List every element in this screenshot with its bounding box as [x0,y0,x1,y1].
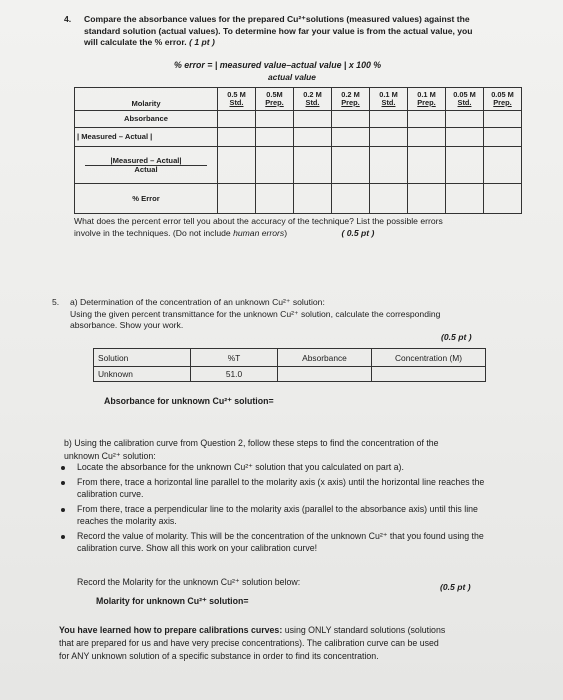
q4-intro-line3-text: will calculate the % error. [84,37,187,47]
ratio-cell[interactable] [408,147,446,184]
ratio-cell[interactable] [256,147,294,184]
list-item: Record the value of molarity. This will be the concentration of the unknown Cu²⁺ that you found using the calibration curve. Show all this work on your calibration curve! [58,530,508,555]
percent-error-formula-denominator: actual value [268,72,316,82]
difference-cell[interactable] [484,128,522,147]
ratio-cell[interactable] [484,147,522,184]
difference-cell[interactable] [370,128,408,147]
table-row [75,111,522,128]
q4-intro [84,14,534,49]
absorbance-unknown-prompt: Absorbance for unknown Cu²⁺ solution= [104,396,274,406]
molarity-unknown-prompt: Molarity for unknown Cu²⁺ solution= [96,596,249,606]
row-label-fraction [75,147,218,184]
percent-error-cell[interactable] [408,184,446,214]
table-row [94,367,486,382]
col-header: 0.5M Prep. [256,88,294,111]
col-header-solution: Solution [94,349,191,367]
list-item: From there, trace a perpendicular line to the molarity axis (parallel to the absorbance axis) until this line reaches the molarity axis. [58,503,508,528]
q4-intro-line3 [84,37,534,49]
absorbance-cell[interactable] [408,111,446,128]
difference-cell[interactable] [256,128,294,147]
absorbance-cell[interactable] [218,111,256,128]
absorbance-answer-cell[interactable] [278,367,372,382]
difference-cell[interactable] [446,128,484,147]
fraction-numerator: |Measured – Actual| [85,157,207,166]
q5-part-a-line2: absorbance. Show your work. [70,320,184,330]
table-row [75,184,522,214]
list-item: Locate the absorbance for the unknown Cu²⁺ solution that you calculated on part a). [58,461,508,474]
q4-points: ( 1 pt ) [189,37,215,47]
col-header-concentration: Concentration (M) [372,349,486,367]
q5-part-b [64,437,439,462]
q4-number: 4. [64,14,72,24]
col-header: 0.2 M Prep. [332,88,370,111]
summary-line3: for ANY unknown solution of a specific substance in order to find its concentration. [59,650,379,661]
col-header: 0.05 M Prep. [484,88,522,111]
col-header: 0.2 M Std. [294,88,332,111]
percent-error-cell[interactable] [446,184,484,214]
bullet-icon [61,508,65,512]
percent-error-cell[interactable] [484,184,522,214]
ratio-cell[interactable] [332,147,370,184]
calibration-summary [59,624,539,662]
record-molarity-line: Record the Molarity for the unknown Cu²⁺ solution below: [77,577,301,587]
q5-part-a-title: a) Determination of the concentration of an unknown Cu²⁺ solution: [70,297,325,307]
table-row [75,128,522,147]
percent-error-cell[interactable] [256,184,294,214]
summary-bold-text: You have learned how to prepare calibrations curves: [59,625,283,635]
row-label-percent-error: % Error [75,184,218,214]
human-errors-text: human errors [233,227,285,238]
ratio-cell[interactable] [370,147,408,184]
summary-line1: You have learned how to prepare calibrations curves: using ONLY standard solutions (solutions [59,625,446,635]
summary-line2: that are prepared for us and have very precise concentrations). The calibration curve can be used [59,637,439,648]
percent-error-cell[interactable] [370,184,408,214]
percent-error-cell[interactable] [332,184,370,214]
difference-cell[interactable] [408,128,446,147]
ratio-cell[interactable] [446,147,484,184]
row-label-absorbance: Absorbance [75,111,218,128]
bullet-icon [61,466,65,470]
ratio-cell[interactable] [218,147,256,184]
q4-followup-line2: involve in the techniques. (Do not include human errors) ( 0.5 pt ) [74,227,375,238]
q5-part-a-points: (0.5 pt ) [441,332,472,342]
difference-cell[interactable] [294,128,332,147]
percent-error-cell[interactable] [218,184,256,214]
ratio-cell[interactable] [294,147,332,184]
percent-t-cell: 51.0 [191,367,278,382]
absorbance-cell[interactable] [332,111,370,128]
q5-part-b-line1: b) Using the calibration curve from Question 2, follow these steps to find the concentration of the [64,438,439,448]
col-header: 0.05 M Std. [446,88,484,111]
solution-name-cell: Unknown [94,367,191,382]
absorbance-cell[interactable] [294,111,332,128]
record-molarity-points: (0.5 pt ) [440,582,471,592]
col-header-absorbance: Absorbance [278,349,372,367]
absorbance-cell[interactable] [484,111,522,128]
col-header: 0.5 M Std. [218,88,256,111]
percent-error-formula: % error = | measured value–actual value | x 100 % [174,60,382,70]
table-row [94,349,486,367]
table-row [75,88,522,111]
bullet-icon [61,481,65,485]
row-label-molarity: Molarity [75,88,218,111]
table-row [75,147,522,184]
q5-part-a [70,297,530,332]
row-label-abs-difference: | Measured – Actual | [75,128,218,147]
q4-followup-question [74,216,443,239]
q5-number: 5. [52,297,60,307]
col-header: 0.1 M Prep. [408,88,446,111]
absorbance-cell[interactable] [256,111,294,128]
list-item: From there, trace a horizontal line parallel to the molarity axis (x axis) until the horizontal line reaches the calibration curve. [58,476,508,501]
calibration-steps-list [58,461,508,557]
q4-followup-points: ( 0.5 pt ) [341,227,375,238]
absorbance-cell[interactable] [446,111,484,128]
concentration-answer-cell[interactable] [372,367,486,382]
q4-intro-line1: Compare the absorbance values for the prepared Cu²⁺solutions (measured values) against the [84,14,470,24]
difference-cell[interactable] [218,128,256,147]
percent-error-cell[interactable] [294,184,332,214]
difference-cell[interactable] [332,128,370,147]
unknown-solution-table [93,348,486,382]
q4-followup-line1: What does the percent error tell you about the accuracy of the technique? List the possible errors [74,216,443,226]
q4-intro-line2: standard solution (actual values). To determine how far your value is from the actual value, you [84,25,473,36]
q5-part-b-line2: unknown Cu²⁺ solution: [64,450,156,461]
q5-part-a-line1: Using the given percent transmittance for the unknown Cu²⁺ solution, calculate the corresponding [70,308,441,319]
col-header: 0.1 M Std. [370,88,408,111]
absorbance-cell[interactable] [370,111,408,128]
col-header-percent-t: %T [191,349,278,367]
percent-error-table [74,87,522,214]
bullet-icon [61,535,65,539]
fraction-denominator: Actual [134,164,158,174]
